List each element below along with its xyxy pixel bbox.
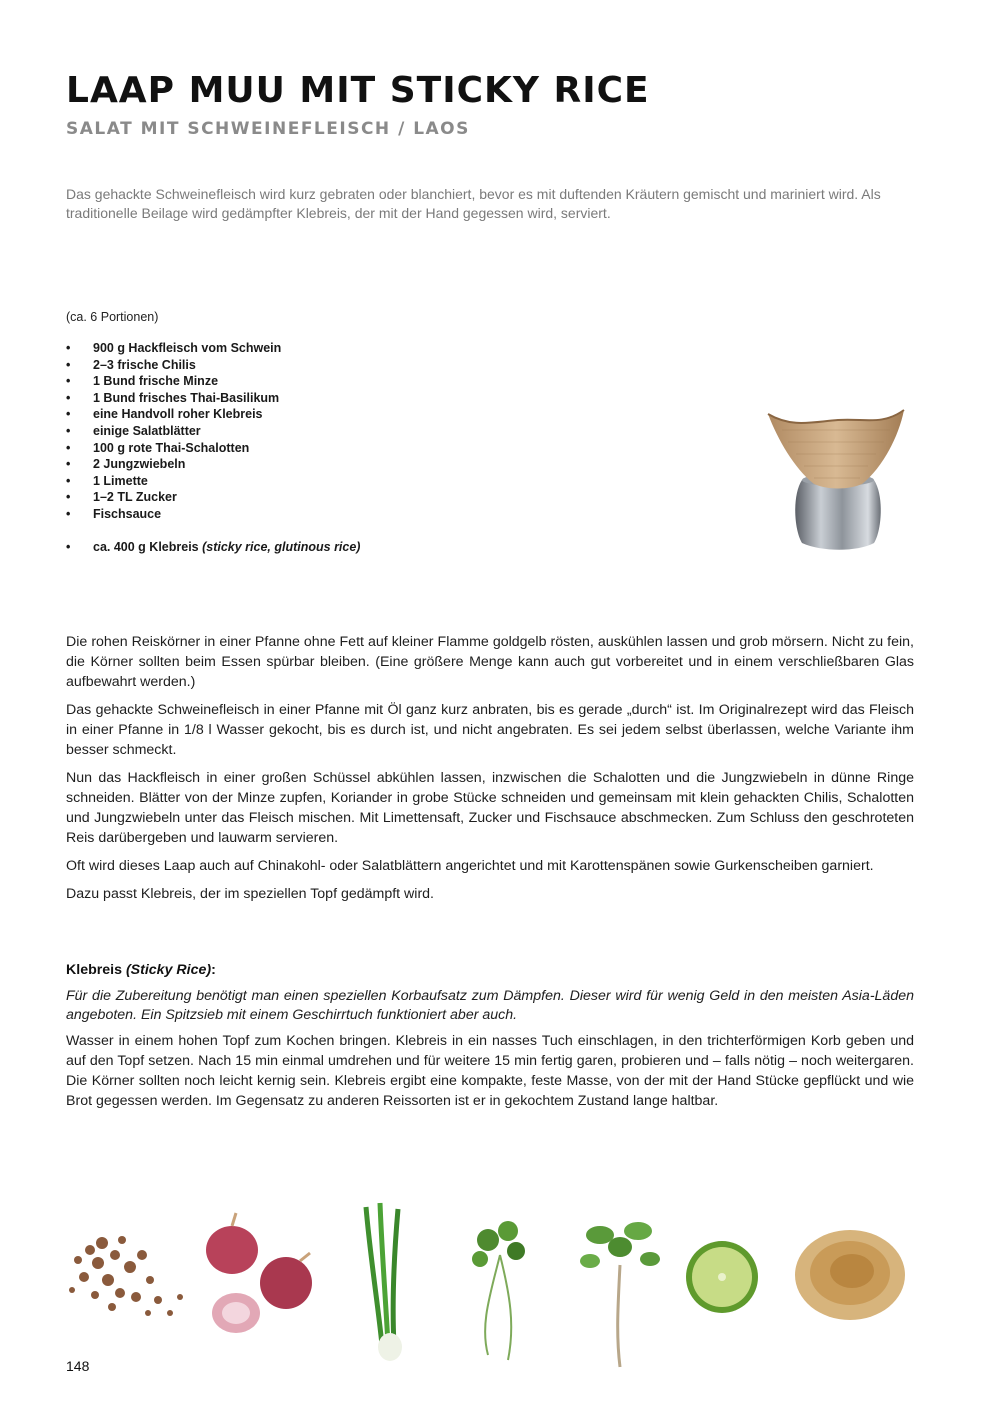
ingredient-item: • 2 Jungzwiebeln [66, 456, 360, 473]
ingredient-item-rice [66, 539, 360, 556]
ingredient-item: • 1 Bund frisches Thai-Basilikum [66, 390, 360, 407]
ingredient-item: • einige Salatblätter [66, 423, 360, 440]
ingredient-item: • 1 Limette [66, 473, 360, 490]
step-paragraph: Die rohen Reiskörner in einer Pfanne ohne Fett auf kleiner Flamme goldgelb rösten, auskühlen lassen und grob mörsern. Nicht zu fein, die Körner sollten beim Essen spürbar bleiben. (Eine größere Menge kann auch gut vorbereitet und in einem verschließbaren Glas aufbewahrt werden.) [66, 634, 914, 690]
preparation-steps [66, 632, 914, 884]
step-paragraph: Das gehackte Schweinefleisch in einer Pfanne mit Öl ganz kurz anbraten, bis es gerade „durch“ ist. Im Originalrezept wird das Fleisch in einer Pfanne in 1/8 l Wasser gekocht, bis es durch ist, und nicht angebraten. Es sei jedem selbst überlassen, welche Variante ihm besser schmeckt. [66, 702, 914, 758]
lime-image [686, 1241, 758, 1313]
pairing-note: Dazu passt Klebreis, der im speziellen Topf gedämpft wird. [66, 886, 435, 902]
ingredient-item: • Fischsauce [66, 506, 360, 523]
spring-onions-image [366, 1203, 402, 1361]
portions-note: (ca. 6 Portionen) [66, 310, 159, 324]
sticky-rice-heading-main: Klebreis [66, 962, 126, 978]
ingredient-item: • eine Handvoll roher Klebreis [66, 406, 360, 423]
sticky-rice-instructions: Wasser in einem hohen Topf zum Kochen bringen. Klebreis in ein nasses Tuch einschlagen, in den trichterförmigen Korb geben und auf den Topf setzen. Nach 15 min einmal umdrehen und für weitere 15 min fertig garen, probieren und – falls nötig – noch weitergaren. Die Körner sollten noch leicht kernig sein. Klebreis ergibt eine kompakte, feste Masse, von der mit der Hand Stücke gepflückt und wie Brot gegessen werden. Im Gegensatz zu anderen Reissorten ist er in gekochtem Zustand lange haltbar. [66, 1033, 914, 1109]
shallots-image [206, 1213, 312, 1333]
ground-pork-image [69, 1236, 183, 1316]
ingredient-list [66, 340, 360, 555]
roasted-rice-powder-image [795, 1230, 905, 1320]
step-paragraph: Oft wird dieses Laap auch auf Chinakohl- oder Salatblättern angerichtet und mit Karottenspänen sowie Gurkenscheiben garniert. [66, 858, 874, 874]
recipe-intro: Das gehackte Schweinefleisch wird kurz gebraten oder blanchiert, bevor es mit duftenden Kräutern gemischt und mariniert wird. Als traditionelle Beilage wird gedämpfter Klebreis, der mit der Hand gegessen wird, serviert. [66, 186, 881, 221]
ingredient-item: • 900 g Hackfleisch vom Schwein [66, 340, 360, 357]
mint-image [580, 1222, 660, 1367]
rice-steamer-basket-image [762, 400, 912, 555]
sticky-rice-heading [66, 962, 216, 978]
ingredient-item: • 2–3 frische Chilis [66, 357, 360, 374]
step-paragraph: Nun das Hackfleisch in einer großen Schüssel abkühlen lassen, inzwischen die Schalotten und die Jungzwiebeln in dünne Ringe schneiden. Blätter von der Minze zupfen, Koriander in grobe Stücke schneiden und gemeinsam mit klein gehackten Chilis, Schalotten und Jungzwiebeln unter das Fleisch mischen. Mit Limettensaft, Zucker und Fischsauce abschmecken. Zum Schluss den geschroteten Reis darübergeben und lauwarm servieren. [66, 770, 914, 846]
recipe-title: LAAP MUU MIT STICKY RICE [66, 70, 650, 111]
recipe-subtitle: SALAT MIT SCHWEINEFLEISCH / LAOS [66, 119, 470, 139]
coriander-image [472, 1221, 525, 1360]
rice-ingredient-label: ca. 400 g Klebreis [93, 539, 203, 554]
sticky-rice-heading-colon: : [211, 962, 216, 978]
rice-ingredient-alt-names: (sticky rice, glutinous rice) [202, 539, 361, 554]
page-number: 148 [66, 1358, 90, 1374]
ingredient-photo-strip [60, 1195, 940, 1370]
sticky-rice-heading-italic: (Sticky Rice) [125, 962, 212, 978]
sticky-rice-note: Für die Zubereitung benötigt man einen speziellen Korbaufsatz zum Dämpfen. Dieser wird für wenig Geld in den meisten Asia-Läden angeboten. Ein Spitzsieb mit einem Geschirrtuch funktioniert aber auch. [66, 988, 914, 1023]
ingredient-item: • 1 Bund frische Minze [66, 373, 360, 390]
ingredient-item: • 100 g rote Thai-Schalotten [66, 440, 360, 457]
ingredient-item: • 1–2 TL Zucker [66, 489, 360, 506]
